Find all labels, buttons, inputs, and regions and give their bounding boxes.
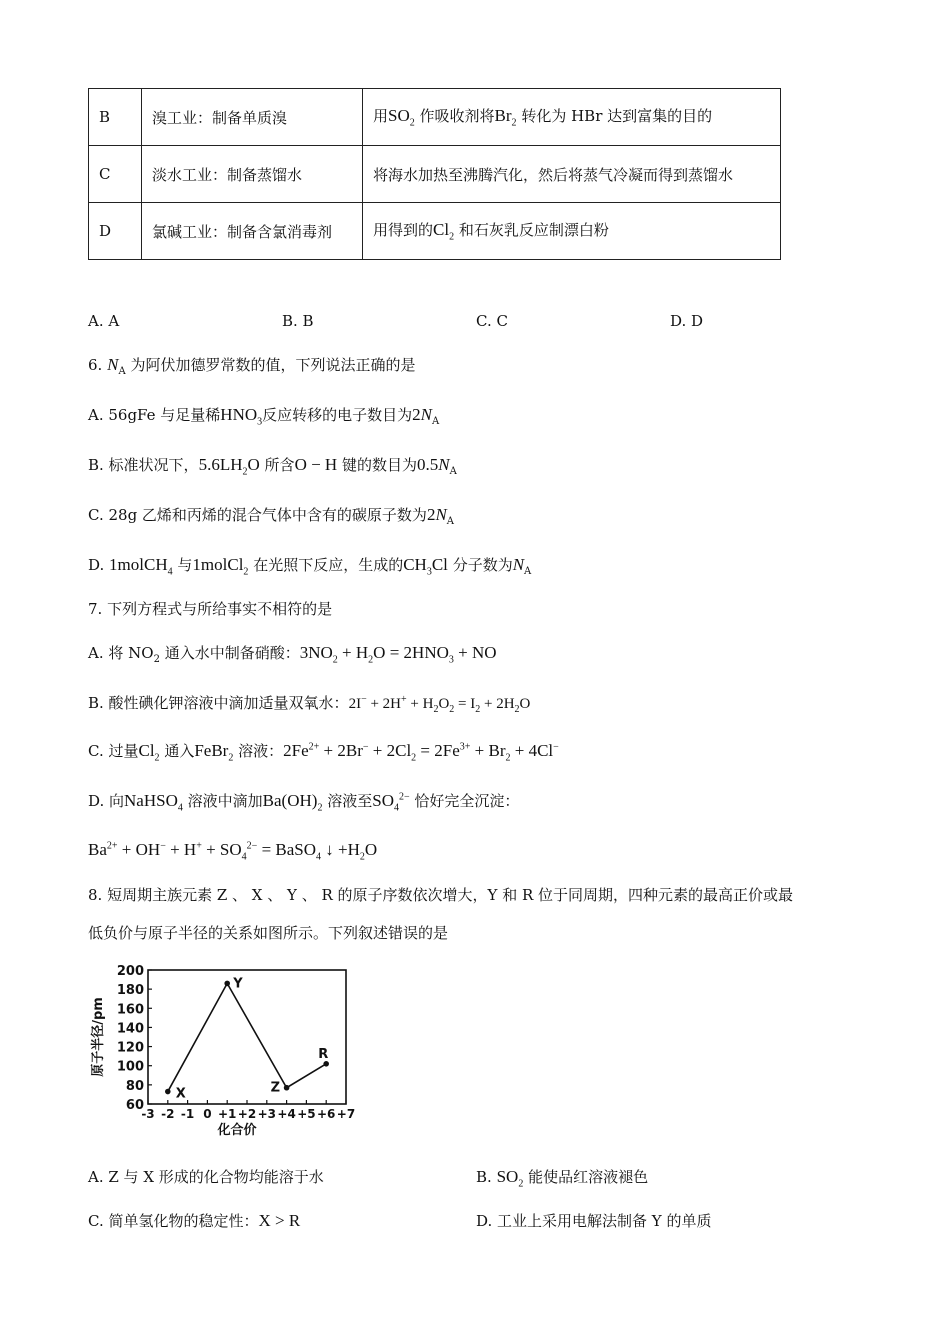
x-tick-label: +1	[217, 1107, 237, 1121]
row-method: 用$SO_2$ 作吸收剂将$Br_2$ 转化为 HBr 达到富集的目的	[363, 89, 781, 146]
y-axis-title: 原子半径/pm	[91, 997, 106, 1077]
y-tick-label: 60	[125, 1098, 144, 1113]
point-label-y: Y	[233, 976, 243, 992]
x-tick-label: -1	[180, 1107, 195, 1121]
y-tick-label: 180	[116, 983, 144, 999]
x-tick-label: +3	[257, 1107, 277, 1121]
q6-stem: 6. $N_A$ 为阿伏加德罗常数的值，下列说法正确的是	[88, 355, 416, 377]
q7-option-d: D. 向NaHSO$_4$ 溶液中滴加$Ba(OH)_2$ 溶液至$SO_4^{2-}$ 恰好完全沉淀：	[88, 791, 520, 814]
y-tick-label: 200	[116, 964, 144, 979]
q6-option-a: A. 56gFe 与足量稀$HNO_3$反应转移的电子数目为$2N_A$	[88, 405, 440, 428]
options-table	[88, 88, 781, 260]
row-industry: 溴工业：制备单质溴	[142, 89, 363, 146]
point-label-x: X	[175, 1086, 186, 1102]
q7-option-d-equation: $Ba^{2+} + OH^- + H^+ + SO_4^{2-}$ = BaSO$_4$ ↓ $+H_2O$	[88, 840, 378, 863]
y-tick-label: 160	[116, 1002, 144, 1018]
q8-option-b: B. $SO_2$ 能使品红溶液褪色	[476, 1167, 649, 1190]
q8-option-c: C. 简单氢化物的稳定性：X > R	[88, 1211, 301, 1230]
option-a: A. A	[88, 312, 120, 330]
option-d: D. D	[670, 312, 704, 330]
x-tick-label: +5	[297, 1107, 316, 1121]
table-row	[89, 203, 781, 260]
point-label-z: Z	[270, 1080, 281, 1096]
x-tick-label: 0	[203, 1107, 212, 1121]
x-tick-label: +7	[336, 1107, 356, 1121]
point-x	[165, 1089, 171, 1095]
q8-stem-line1: 8. 短周期主族元素 Z 、 X 、 Y 、 R 的原子序数依次增大，Y 和 R 位于同周期，四种元素的最高正价或最	[88, 886, 794, 904]
radius-valence-chart	[88, 958, 358, 1142]
plot-frame	[148, 970, 346, 1104]
row-industry: 氯碱工业：制备含氯消毒剂	[142, 203, 363, 260]
row-industry: 淡水工业：制备蒸馏水	[142, 146, 363, 203]
q8-option-d: D. 工业上采用电解法制备 Y 的单质	[476, 1212, 712, 1230]
q7-option-a: A. 将 $NO_2$ 通入水中制备硝酸：$3NO_2 + H_2O = 2HNO_3$ + NO	[88, 643, 497, 666]
point-y	[224, 981, 230, 987]
row-method: 将海水加热至沸腾汽化，然后将蒸气冷凝而得到蒸馏水	[363, 146, 781, 203]
y-tick-label: 100	[116, 1059, 144, 1075]
y-tick-label: 120	[116, 1040, 144, 1056]
chart-svg	[88, 958, 358, 1142]
q8-option-a: A. Z 与 X 形成的化合物均能溶于水	[88, 1168, 324, 1186]
x-tick-label: -3	[141, 1107, 155, 1121]
row-method: 用得到的$Cl_2$ 和石灰乳反应制漂白粉	[363, 203, 781, 260]
q6-option-b: B. 标准状况下，$5.6LH_2O$ 所含O − H 键的数目为$0.5N_A$	[88, 455, 457, 478]
q7-option-b: B. 酸性碘化钾溶液中滴加适量双氧水：$2I^- + 2H^+ + H_2O_2 = I_2 + 2H_2O$	[88, 694, 531, 715]
q7-option-c: C. 过量$Cl_2$ 通入FeBr$_2$ 溶液：$2Fe^{2+} + 2Br^- + 2Cl_2 = 2Fe^{3+} + Br_2 + 4Cl^-$	[88, 741, 559, 764]
q6-option-d: D. 1molCH$_4$ 与1molCl$_2$ 在光照下反应，生成的$CH_3Cl$ 分子数为$N_A$	[88, 555, 532, 578]
row-letter: D	[89, 203, 142, 260]
row-letter: B	[89, 89, 142, 146]
y-tick-label: 140	[116, 1021, 144, 1037]
option-b: B. B	[282, 312, 314, 330]
x-tick-label: +2	[237, 1107, 257, 1121]
table-row	[89, 146, 781, 203]
point-z	[284, 1085, 290, 1091]
q6-option-c: C. 28g 乙烯和丙烯的混合气体中含有的碳原子数为$2N_A$	[88, 505, 455, 527]
y-tick-label: 80	[125, 1078, 144, 1094]
q8-stem-line2: 低负价与原子半径的关系如图所示。下列叙述错误的是	[88, 924, 449, 942]
x-axis-title: 化合价	[217, 1123, 257, 1138]
point-label-r: R	[318, 1046, 329, 1062]
q7-stem: 7. 下列方程式与所给事实不相符的是	[88, 600, 333, 618]
series-line	[168, 983, 329, 1091]
option-c: C. C	[476, 312, 508, 330]
x-tick-label: +6	[316, 1107, 336, 1121]
point-r	[323, 1061, 329, 1067]
x-tick-label: +4	[277, 1107, 296, 1121]
table-row	[89, 89, 781, 146]
row-letter: C	[89, 146, 142, 203]
x-tick-label: -2	[161, 1107, 175, 1121]
